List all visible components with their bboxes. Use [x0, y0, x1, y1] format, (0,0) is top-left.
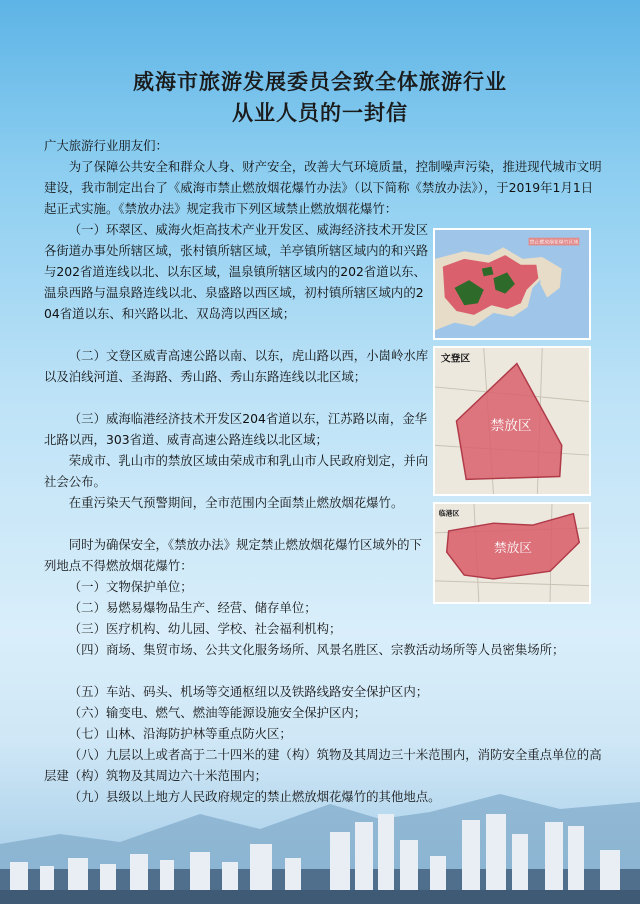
map-lingang-graphic: [435, 504, 589, 602]
city-skyline-image: [0, 774, 640, 904]
zone-4: 荣成市、乳山市的禁放区域由荣成市和乳山市人民政府划定，并向社会公布。: [44, 453, 429, 489]
map-city-overview: [433, 228, 591, 340]
zone-5: 在重污染天气预警期间，全市范围内全面禁止燃放烟花爆竹。: [68, 495, 404, 510]
place-2: （二）易燃易爆物品生产、经营、储存单位；: [68, 600, 317, 615]
map1-label: 禁止燃放烟花爆竹区域: [529, 240, 579, 246]
place-8: （八）九层以上或者高于二十四米的建（构）筑物及其周边三十米范围内，消防安全重点单位的高层建（构）筑物及其周边六十米范围内；: [44, 747, 602, 783]
map2-label: 禁放区: [490, 417, 532, 434]
intro-paragraph: 为了保障公共安全和群众人身、财产安全，改善大气环境质量，控制噪声污染，推进现代城市文明建设，我市制定出台了《威海市禁止燃放烟花爆竹办法》（以下简称《禁放办法》），于2019年1月1日起正式实施。《禁放办法》规定我市下列区域禁止燃放烟花爆竹：: [44, 159, 602, 216]
place-3: （三）医疗机构、幼儿园、学校、社会福利机构；: [68, 621, 342, 636]
map2-region: 文登区: [440, 353, 471, 365]
zone-3: （三）威海临港经济技术开发区204省道以东，江苏路以南，金华北路以西，303省道、威青高速公路连线以北区域；: [44, 411, 427, 447]
place-6: （六）输变电、燃气、燃油等能源设施安全保护区内；: [68, 705, 367, 720]
place-4: （四）商场、集贸市场、公共文化服务场所、风景名胜区、宗教活动场所等人员密集场所；: [68, 642, 565, 657]
zone-6: 同时为确保安全，《禁放办法》规定禁止燃放烟花爆竹区域外的下列地点不得燃放烟花爆竹：: [44, 537, 422, 573]
place-9: （九）县级以上地方人民政府规定的禁止燃放烟花爆竹的其他地点。: [68, 789, 441, 804]
place-5: （五）车站、码头、机场等交通枢纽以及铁路线路安全保护区内；: [68, 684, 429, 699]
map-wendeng-graphic: [435, 348, 589, 494]
map-lingang: [433, 502, 591, 604]
place-1: （一）文物保护单位；: [68, 579, 193, 594]
map3-label: 禁放区: [493, 540, 532, 556]
map-wendeng: [433, 346, 591, 496]
zone-1: （一）环翠区、威海火炬高技术产业开发区、威海经济技术开发区各街道办事处所辖区域，张村镇所辖区域，羊亭镇所辖区域内的和兴路与202省道连线以北、以东区域，温泉镇所辖区域内的202省道以东、温泉西路与温泉路连线以北、泉盛路以西区域，初村镇所辖区域内的204省道以东、和兴路以北、双岛湾以西区域；: [44, 222, 429, 321]
title-line-1: 威海市旅游发展委员会致全体旅游行业: [133, 70, 507, 94]
place-7: （七）山林、沿海防护林等重点防火区；: [68, 726, 292, 741]
zone-2: （二）文登区威青高速公路以南、以东，虎山路以西，小崮岭水库以及泊线河道、圣海路、秀山路、秀山东路连线以北区域；: [44, 348, 429, 384]
map3-region: 临港区: [438, 509, 460, 518]
map-city-overview-graphic: [435, 230, 589, 338]
greeting: 广大旅游行业朋友们：: [44, 138, 168, 153]
title-line-2: 从业人员的一封信: [232, 101, 408, 125]
